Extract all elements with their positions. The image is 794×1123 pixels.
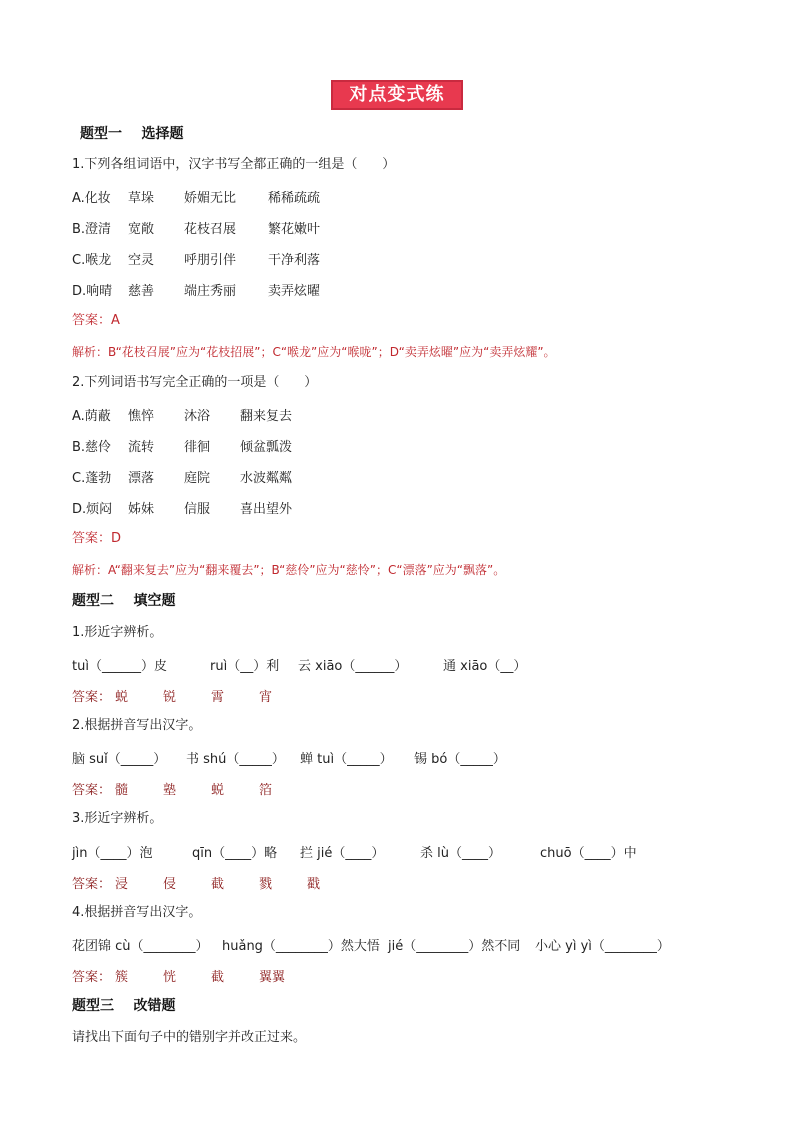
option-cell: 倾盆瓢泼 — [240, 440, 293, 455]
page-title: 对点变式练 — [331, 80, 463, 110]
option-cell: 卖弄炫曜 — [268, 284, 321, 299]
option-cell: 端庄秀丽 — [184, 284, 237, 299]
option-cell: D.烦闷 — [72, 502, 113, 517]
option-cell: 姊妹 — [128, 502, 155, 517]
option-cell: 憔悴 — [128, 409, 155, 424]
answer-char: 侵 — [163, 877, 177, 892]
answer-char: 霄 — [211, 690, 225, 705]
answer-char: 塾 — [163, 783, 177, 798]
fill-item: jìn（____）泡 — [72, 846, 153, 861]
option-cell: 漂落 — [128, 471, 155, 486]
fill-q2-stem: 2.根据拼音写出汉字。 — [72, 718, 202, 733]
fill-item: 云 xiāo（______） — [298, 659, 408, 674]
option-cell: 流转 — [128, 440, 155, 455]
answer-char: 髓 — [115, 783, 129, 798]
answer-char: 簇 — [115, 970, 129, 985]
option-cell: 翻来复去 — [240, 409, 293, 424]
fill-item: 书 shú（_____） — [186, 752, 285, 767]
option-cell: B.澄清 — [72, 222, 112, 237]
fill-q3-stem: 3.形近字辨析。 — [72, 811, 163, 826]
question-1-answer: 答案：A — [72, 313, 120, 328]
answer-char: 截 — [211, 877, 225, 892]
fill-item: chuō（____）中 — [540, 846, 637, 861]
answer-label: 答案： — [72, 783, 112, 798]
option-cell: B.慈伶 — [72, 440, 112, 455]
answer-label: 答案： — [72, 690, 112, 705]
fill-item: tuì（______）皮 — [72, 659, 167, 674]
fill-item: 拦 jié（____） — [300, 846, 385, 861]
fill-item: ruì（__）利 — [210, 659, 280, 674]
answer-char: 恍 — [163, 970, 177, 985]
option-cell: C.蓬勃 — [72, 471, 112, 486]
fill-item: huǎng（________）然大悟 — [222, 939, 380, 954]
fill-item: 花团锦 cù（________） — [72, 939, 209, 954]
fill-item: jié（________）然不同 — [388, 939, 521, 954]
fill-item: 脑 suǐ（_____） — [72, 752, 167, 767]
fill-item: 锡 bó（_____） — [414, 752, 506, 767]
option-cell: 花枝召展 — [184, 222, 237, 237]
option-cell: 宽敞 — [128, 222, 155, 237]
question-2-answer: 答案：D — [72, 531, 122, 546]
question-1-stem: 1.下列各组词语中，汉字书写全都正确的一组是（ ） — [72, 157, 396, 172]
option-cell: A.化妆 — [72, 191, 111, 206]
answer-char: 宵 — [259, 690, 273, 705]
option-cell: D.响晴 — [72, 284, 113, 299]
answer-char: 蜕 — [115, 690, 129, 705]
fill-q1-stem: 1.形近字辨析。 — [72, 625, 163, 640]
option-cell: 徘徊 — [184, 440, 211, 455]
option-cell: 繁花嫩叶 — [268, 222, 321, 237]
answer-char: 锐 — [163, 690, 177, 705]
option-cell: 娇媚无比 — [184, 191, 237, 206]
answer-char: 浸 — [115, 877, 129, 892]
answer-char: 截 — [211, 970, 225, 985]
option-cell: 喜出望外 — [240, 502, 293, 517]
option-cell: 空灵 — [128, 253, 155, 268]
fill-item: 杀 lù（____） — [420, 846, 501, 861]
correction-instruction: 请找出下面句子中的错别字并改正过来。 — [72, 1030, 307, 1045]
answer-label: 答案： — [72, 877, 112, 892]
option-cell: 水波粼粼 — [240, 471, 293, 486]
fill-item: 蝉 tuì（_____） — [300, 752, 393, 767]
question-2-stem: 2.下列词语书写完全正确的一项是（ ） — [72, 375, 318, 390]
question-1-analysis: 解析：B“花枝召展”应为“花枝招展”；C“喉龙”应为“喉咙”；D“卖弄炫曜”应为“卖弄炫耀”。 — [72, 345, 556, 359]
answer-label: 答案： — [72, 970, 112, 985]
answer-char: 翼翼 — [259, 970, 286, 985]
option-cell: 草垛 — [128, 191, 155, 206]
fill-q4-stem: 4.根据拼音写出汉字。 — [72, 905, 202, 920]
option-cell: 庭院 — [184, 471, 211, 486]
fill-item: 通 xiāo（__） — [443, 659, 527, 674]
option-cell: C.喉龙 — [72, 253, 112, 268]
option-cell: 沐浴 — [184, 409, 211, 424]
option-cell: 呼朋引伴 — [184, 253, 237, 268]
section-heading-correction: 题型三 改错题 — [72, 998, 176, 1014]
option-cell: 信服 — [184, 502, 211, 517]
answer-char: 箔 — [259, 783, 273, 798]
section-heading-choice: 题型一 选择题 — [80, 126, 184, 142]
section-heading-fill: 题型二 填空题 — [72, 593, 176, 609]
question-2-analysis: 解析：A“翻来复去”应为“翻来覆去”；B“慈伶”应为“慈怜”；C“漂落”应为“飘落”。 — [72, 563, 506, 577]
fill-item: qīn（____）略 — [192, 846, 278, 861]
option-cell: 慈善 — [128, 284, 155, 299]
answer-char: 蜕 — [211, 783, 225, 798]
answer-char: 戮 — [259, 877, 273, 892]
fill-item: 小心 yì yì（________） — [535, 939, 670, 954]
option-cell: A.荫蔽 — [72, 409, 111, 424]
option-cell: 干净利落 — [268, 253, 321, 268]
answer-char: 戳 — [307, 877, 321, 892]
option-cell: 稀稀疏疏 — [268, 191, 321, 206]
